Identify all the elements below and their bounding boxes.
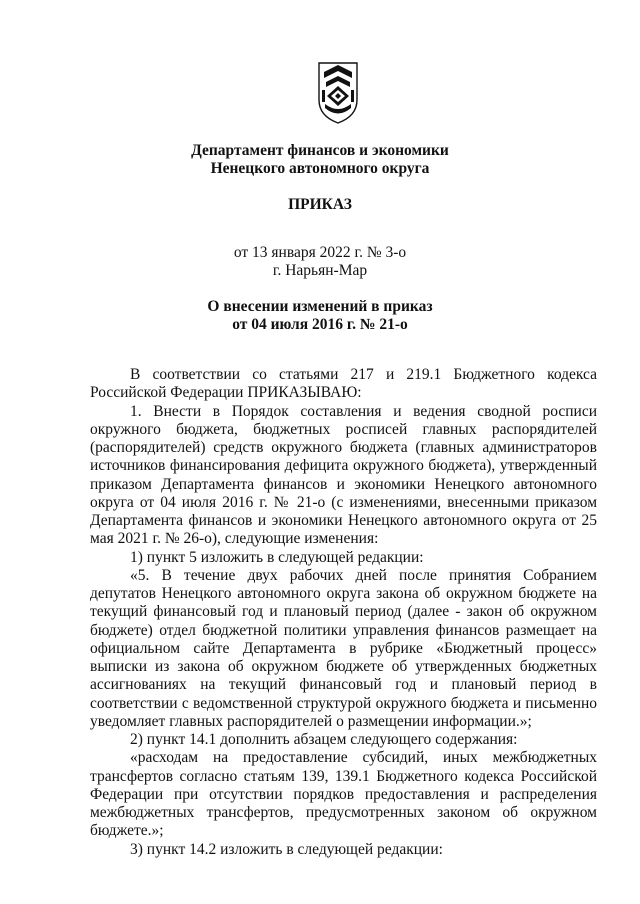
subject-line1: О внесении изменений в приказ: [207, 298, 433, 315]
org-name-line1: Департамент финансов и экономики: [191, 142, 449, 159]
subject-line2: от 04 июля 2016 г. № 21-о: [232, 316, 408, 333]
body-paragraph: В соответствии со статьями 217 и 219.1 Бюджетного кодекса Российской Федерации ПРИКАЗЫВАЮ:: [90, 366, 597, 402]
document-type: ПРИКАЗ: [288, 196, 352, 213]
nao-coat-of-arms-icon: [316, 60, 360, 126]
body-paragraph: 1. Внести в Порядок составления и ведения сводной росписи окружного бюджета, бюджетных росписей главных распорядителей (распорядителей) средств окружного бюджета (главных администраторов источников финансирования дефицита окружного бюджета), утвержденный приказом Департамента финансов и экономики Ненецкого автономного округа от 04 июля 2016 г. № 21-о (с изменениями, внесенными приказом Департамента финансов и экономики Ненецкого автономного округа от 25 мая 2021 г. № 26-о), следующие изменения:: [90, 402, 597, 548]
body-paragraph: «расходам на предоставление субсидий, иных межбюджетных трансфертов согласно статьям 139, 139.1 Бюджетного кодекса Российской Федерации при отсутствии порядков предоставления и распределения межбюджетных трансфертов, предусмотренных законом об окружном бюджете.»;: [90, 749, 597, 840]
document-body: [90, 366, 597, 859]
body-paragraph: 1) пункт 5 изложить в следующей редакции:: [130, 548, 424, 566]
date-number: от 13 января 2022 г. № 3-о: [233, 244, 407, 261]
body-paragraph: «5. В течение двух рабочих дней после принятия Собранием депутатов Ненецкого автономного округа закона об окружном бюджете на текущий финансовый год и плановый период (далее - закон об окружном бюджете) отдел бюджетной политики управления финансов размещает на официальном сайте Департамента в рубрике «Бюджетный процесс» выписки из закона об окружном бюджете об утвержденных бюджетных ассигнованиях на текущий финансовый год и плановый период в соответствии с ведомственной структурой окружного бюджета и письменно уведомляет главных распорядителей о размещении информации.»;: [90, 566, 597, 730]
body-paragraph: 3) пункт 14.2 изложить в следующей редакции:: [130, 840, 443, 858]
body-paragraph: 2) пункт 14.1 дополнить абзацем следующего содержания:: [130, 731, 518, 748]
org-name-line2: Ненецкого автономного округа: [210, 160, 430, 177]
city: г. Нарьян-Мар: [272, 262, 368, 279]
